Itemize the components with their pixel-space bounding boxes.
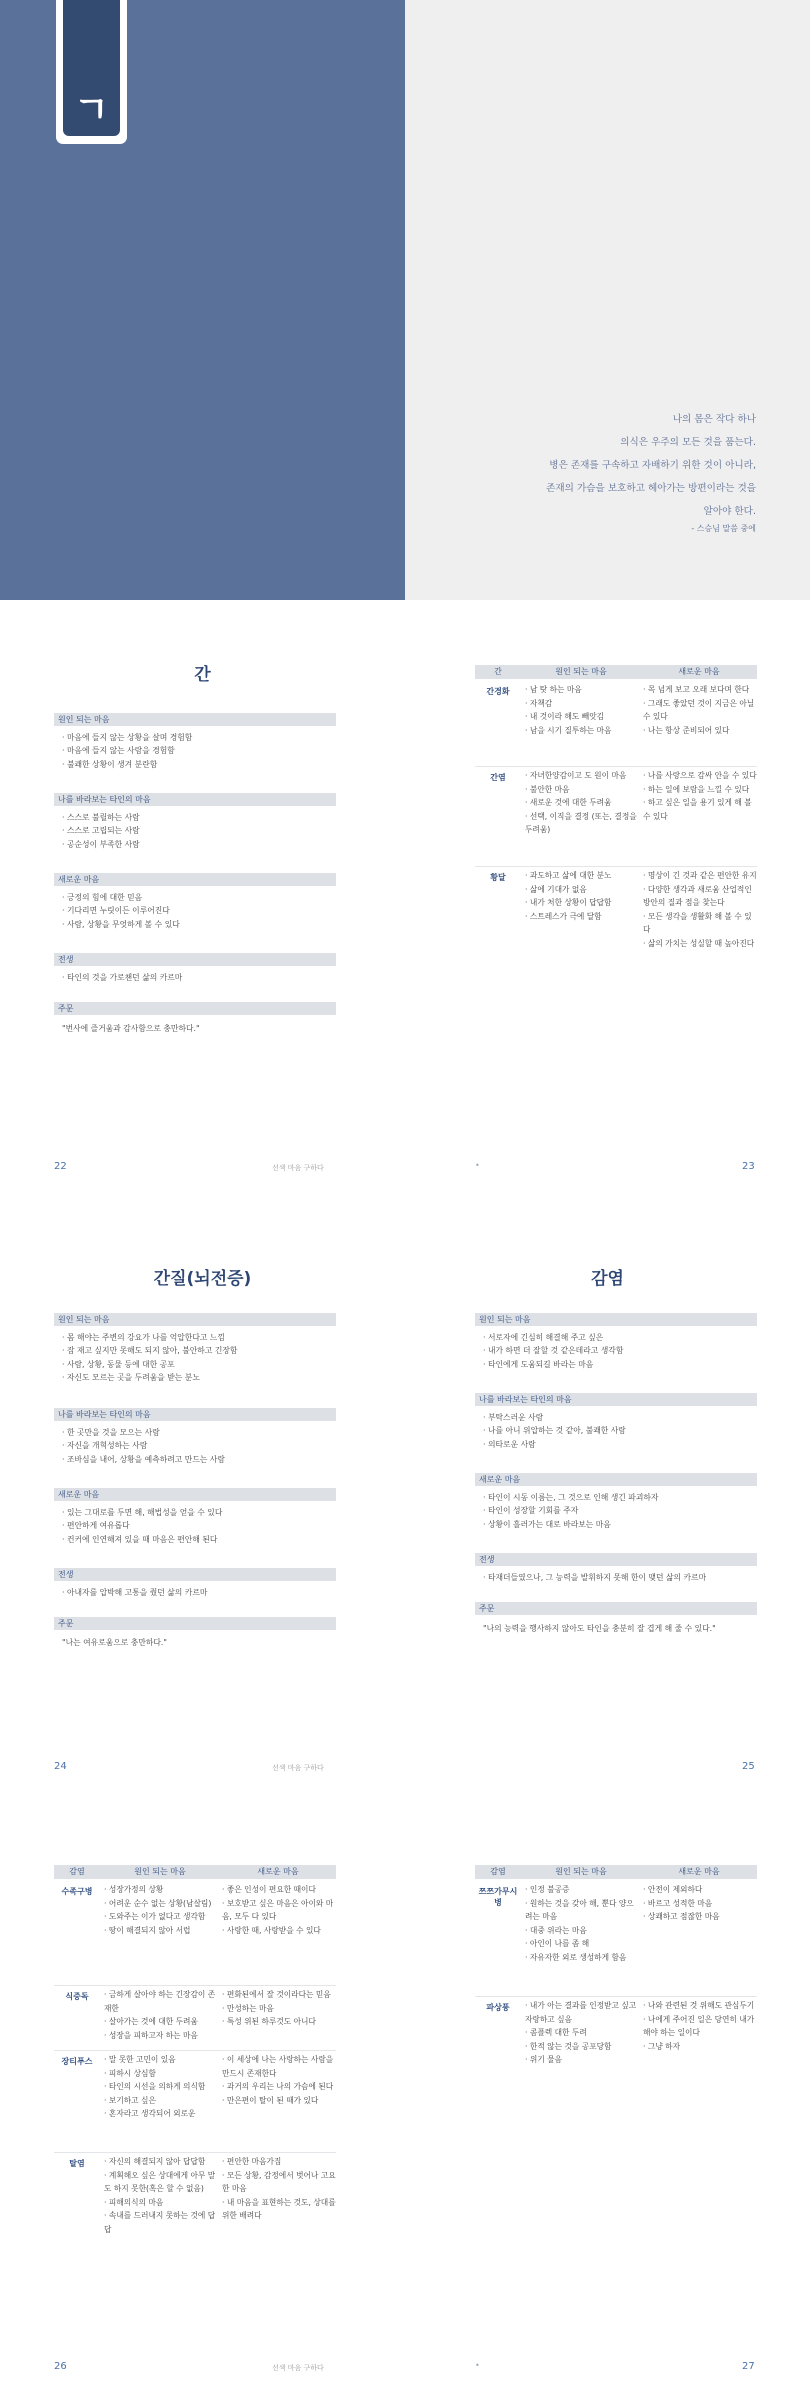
chapter-cover-panel — [0, 0, 405, 600]
table-cell-cause: · 남 탓 하는 마음 · 자책감 · 내 것이라 해도 빼앗김 · 남을 시기 질투하는 마음 — [525, 685, 612, 735]
section-others-list — [62, 1426, 336, 1466]
section-mantra-heading: 주문 — [475, 1602, 757, 1615]
table-cell-cause: · 금하게 살아야 하는 긴장감이 존재한 · 살아가는 것에 대한 두려움 · 성장을 피하고자 하는 마음 — [104, 1990, 216, 2040]
table-header-cell: 새로운 마음 — [257, 1867, 299, 1876]
table-cell-cause: · 과도하고 삶에 대한 분노 · 삶에 기대가 없음 · 내가 처한 상황이 답답함 · 스트레스가 극에 달함 — [525, 871, 612, 921]
list-item: · 마음에 들지 않는 사람을 경험함 — [62, 746, 175, 756]
running-footer: 선색 마음 구하다 — [272, 2364, 324, 2372]
page-title: 감염 — [591, 1269, 624, 1289]
section-cause-list — [62, 1331, 336, 1385]
page-title: 간질(뇌전증) — [153, 1269, 252, 1289]
mantra-text: "나는 여유로움으로 충만하다." — [62, 1638, 167, 1647]
quote-panel — [405, 0, 810, 600]
list-item: · 공순성이 부족한 사람 — [62, 839, 140, 849]
table-rule — [475, 866, 757, 867]
quote-line: 알아야 한다. — [703, 506, 756, 517]
section-new-list — [62, 891, 336, 931]
list-item: · 기다리면 누릿이든 이루어진다 — [62, 906, 170, 916]
section-cause-heading: 원인 되는 마음 — [54, 713, 336, 726]
table-header-cell: 감염 — [490, 1867, 506, 1876]
section-others-list — [62, 811, 336, 851]
page-number: 22 — [54, 1161, 67, 1172]
page-number: 25 — [742, 1761, 755, 1772]
section-others-heading: 나를 바라보는 타인의 마음 — [54, 1408, 336, 1421]
list-item: · 편안하게 여유롭다 — [62, 1521, 130, 1531]
chapter-quote — [416, 408, 756, 523]
list-item: · 불쾌한 상황이 생겨 분란함 — [62, 759, 158, 769]
list-item: · 타인의 것을 가로챈던 삶의 카르마 — [62, 973, 183, 982]
table-term: 파상풍 — [486, 2003, 510, 2012]
section-new-heading: 새로운 마음 — [54, 1488, 336, 1501]
running-footer: 선색 마음 구하다 — [272, 1164, 324, 1172]
table-rule — [54, 1985, 336, 1986]
running-footer: 선색 마음 구하다 — [272, 1764, 324, 1772]
list-item: · 상황이 흘러가는 대로 바라보는 마음 — [483, 1519, 611, 1529]
section-others-heading: 나를 바라보는 타인의 마음 — [475, 1393, 757, 1406]
table-rule — [54, 2152, 336, 2153]
table-cell-new: · 명상이 긴 것과 같은 편안한 유지 · 다양한 생각과 새로움 산업적인 방안의 질과 점을 찾는다 · 모든 생각을 생활화 해 볼 수 있다 · 삶의 가치는 성실할 때 높아진다 — [643, 871, 757, 948]
quote-line: 존재의 가슴을 보호하고 헤아가는 방편이라는 것을 — [546, 483, 756, 494]
table-cell-new: · 이 세상에 나는 사랑하는 사람을 만드시 존재한다 · 과거의 우리는 나의 가슴에 된다 · 만은편이 탈이 된 때가 있다 — [222, 2055, 334, 2105]
mantra-text: "번사에 즐거움과 감사함으로 충만하다." — [62, 1024, 200, 1033]
list-item: · 조바심을 내어, 상황을 예측하려고 만드는 사람 — [62, 1454, 225, 1464]
table-header-cell: 새로운 마음 — [678, 667, 720, 676]
list-item: · 타인이 시동 이름는, 그 것으로 인해 생긴 파괴하자 — [483, 1493, 659, 1502]
table-cell-cause: · 자신의 해결되지 않아 답답함 · 계획해오 싶은 상대에게 아무 말도 하지 못한(혹은 할 수 없음) · 피해의식의 마음 · 속내를 드러내지 못하는 것에 답답 — [104, 2157, 216, 2234]
page-number: 23 — [742, 1161, 755, 1172]
section-cause-heading: 원인 되는 마음 — [475, 1313, 757, 1326]
list-item: · 의타로운 사람 — [483, 1439, 536, 1449]
spread-24-25 — [0, 1200, 810, 1800]
section-pastlife-heading: 전생 — [475, 1553, 757, 1566]
list-item: · 있는 그대로를 두면 해, 해법성을 얻을 수 있다 — [62, 1508, 223, 1517]
table-term: 황달 — [490, 873, 506, 882]
table-header-cell: 감염 — [69, 1867, 85, 1876]
table-cell-new: · 좋은 인성이 편요한 때이다 · 보호받고 싶은 마음은 아이와 마음, 모두 다 있다 · 사랑한 때, 사랑받을 수 있다 — [222, 1885, 334, 1935]
list-item: · 긍정의 힘에 대한 믿음 — [62, 893, 143, 902]
page-27 — [405, 1800, 810, 2400]
list-item: · 내가 하면 더 잘할 것 같은데라고 생각함 — [483, 1346, 624, 1356]
section-others-list — [483, 1411, 757, 1451]
list-item: · 스스로 고립되는 사람 — [62, 826, 140, 836]
spread-22-23 — [0, 600, 810, 1200]
table-cell-new: · 편안한 마음가짐 · 모든 상황, 감정에서 벗어나 고요한 마음 · 내 마음을 표현하는 것도, 상대를 위한 배려다 — [222, 2157, 336, 2220]
list-item: · 서로자에 긴심히 해결해 주고 싶은 — [483, 1333, 604, 1342]
table-rule — [54, 2050, 336, 2051]
quote-source: - 스승님 말씀 중에 — [691, 524, 756, 533]
list-item: · 아내자를 압박해 고통을 줬던 삶의 카르마 — [62, 1588, 208, 1597]
section-others-heading: 나를 바라보는 타인의 마음 — [54, 793, 336, 806]
table-rule — [475, 766, 757, 767]
section-new-heading: 새로운 마음 — [475, 1473, 757, 1486]
list-item: · 자신도 모르는 곳을 두려움을 받는 분노 — [62, 1373, 200, 1383]
list-item: · 자신을 개혁성하는 사람 — [62, 1441, 148, 1451]
section-pastlife-list — [62, 1586, 336, 1599]
table-term: 쯔쯔가무시병 — [478, 1887, 518, 1907]
table-cell-new: · 나를 사랑으로 감싸 안을 수 있다 · 하는 일에 보람을 느낄 수 있다 · 하고 싶은 일을 용기 있게 해 볼 수 있다 — [643, 771, 757, 821]
table-header-cell: 원인 되는 마음 — [555, 667, 607, 676]
table-term: 간경화 — [486, 687, 510, 696]
page-number: 27 — [742, 2361, 755, 2372]
table-cell-new: · 편화된에서 잘 것이라다는 믿음 · 만성하는 마음 · 특성 위된 하루것도 아니다 — [222, 1990, 331, 2026]
table-term: 탈염 — [69, 2159, 85, 2168]
quote-line: 나의 몸은 작다 하나 — [672, 414, 756, 425]
list-item: · 컨커에 인연해져 있을 때 마음은 편안해 된다 — [62, 1534, 218, 1544]
quote-line: 의식은 우주의 모든 것을 품는다. — [620, 437, 756, 448]
section-pastlife-heading: 전생 — [54, 1568, 336, 1581]
table-header-cell: 원인 되는 마음 — [134, 1867, 186, 1876]
list-item: · 부탁스러운 사람 — [483, 1413, 544, 1422]
section-new-list — [483, 1491, 757, 1531]
table-term: 장티푸스 — [61, 2057, 93, 2066]
spread-26-27 — [0, 1800, 810, 2400]
footer-dot: • — [475, 1161, 480, 1170]
table-rule — [475, 1996, 757, 1997]
chapter-letter: ㄱ — [73, 88, 110, 131]
section-cause-list — [483, 1331, 757, 1371]
list-item: · 사람, 상황을 무엇하게 볼 수 있다 — [62, 919, 180, 929]
page-25 — [405, 1200, 810, 1800]
page-24 — [0, 1200, 405, 1800]
quote-line: 병은 존재를 구속하고 자배하기 위한 것이 아니라, — [549, 460, 756, 471]
table-cell-new: · 목 넘게 보고 오래 보다며 한다 · 그래도 좋았던 것이 지금은 아닐 수 있다 · 나는 항상 준비되어 있다 — [643, 685, 755, 735]
table-cell-cause: · 인정 불공증 · 원하는 것을 갖아 해, 뿐다 양으려는 마음 · 대중 위라는 마음 · 아인이 나를 좀 해 · 자유자한 외로 생성하게 함음 — [525, 1885, 634, 1962]
list-item: · 타인에게 도움되길 바라는 마음 — [483, 1359, 594, 1369]
section-new-heading: 새로운 마음 — [54, 873, 336, 886]
table-cell-new: · 안전이 제외하다 · 바르고 성적한 마음 · 상쾌하고 점잖한 마음 — [643, 1885, 720, 1921]
list-item: · 스스로 불릴하는 사람 — [62, 813, 140, 822]
table-cell-cause: · 성장가정의 상황 · 어려운 순수 없는 상황(남살림) · 도와주는 이가 없다고 생각함 · 땅이 해결되지 않아 서럽 — [104, 1885, 212, 1935]
table-cell-cause: · 말 못한 고민이 있음 · 피하시 상심함 · 타인의 시선을 의하게 의식함 · 보기하고 싶은 · 혼자라고 생각되어 외로운 — [104, 2055, 206, 2118]
list-item: · 한 곳만을 것을 모으는 사람 — [62, 1428, 160, 1437]
table-term: 수족구병 — [61, 1887, 93, 1896]
table-header-cell: 원인 되는 마음 — [555, 1867, 607, 1876]
list-item: · 나를 아니 위압하는 것 같아, 불쾌한 사람 — [483, 1426, 626, 1436]
chapter-tab — [56, 0, 127, 144]
list-item: · 사람, 상황, 동물 등에 대한 공포 — [62, 1359, 175, 1369]
table-header-cell: 새로운 마음 — [678, 1867, 720, 1876]
page-26 — [0, 1800, 405, 2400]
table-cell-cause: · 자녀한양감이고 도 원이 마음 · 불안한 마음 · 새로운 것에 대한 두려움 · 선택, 이직을 결정 (또는, 결정을 두려움) — [525, 771, 637, 834]
table-term: 식중독 — [65, 1992, 89, 2001]
footer-dot: • — [475, 2361, 480, 2370]
list-item: · 타재더들였으나, 그 능력을 발휘하지 못해 한이 맺던 삶의 카르마 — [483, 1573, 707, 1582]
table-cell-new: · 나와 관련된 것 위해도 관심두기 · 나에게 주어진 일은 당연히 내가 해야 하는 일이다 · 그냥 하자 — [643, 2001, 755, 2051]
page-23 — [405, 600, 810, 1200]
section-cause-list — [62, 731, 336, 771]
section-new-list — [62, 1506, 336, 1546]
mantra-text: "나의 능력을 행사하지 않아도 타인을 충분히 잘 겹게 해 줄 수 있다." — [483, 1624, 716, 1633]
table-term: 간염 — [490, 773, 506, 782]
list-item: · 잠 재고 싶지만 못해도 되지 않아, 불안하고 긴장함 — [62, 1346, 238, 1356]
page-title: 간 — [194, 665, 211, 685]
list-item: · 몸 해야는 주변의 강요가 나를 억압한다고 느낌 — [62, 1333, 225, 1342]
list-item: · 타인이 성장할 기회를 주자 — [483, 1506, 579, 1516]
section-pastlife-list — [483, 1571, 757, 1584]
page-number: 26 — [54, 2361, 67, 2372]
section-mantra-heading: 주문 — [54, 1617, 336, 1630]
page-22 — [0, 600, 405, 1200]
page-number: 24 — [54, 1761, 67, 1772]
section-pastlife-list — [62, 971, 336, 984]
section-pastlife-heading: 전생 — [54, 953, 336, 966]
table-header-cell: 간 — [494, 667, 502, 676]
cover-spread — [0, 0, 810, 600]
section-cause-heading: 원인 되는 마음 — [54, 1313, 336, 1326]
table-cell-cause: · 내가 아는 결과를 인정받고 싶고 자랑하고 싶음 · 콤플렉 대한 두려 · 한적 않는 것을 공포당함 · 위기 물음 — [525, 2001, 637, 2064]
section-mantra-heading: 주문 — [54, 1002, 336, 1015]
list-item: · 마음에 들지 않는 상황을 살며 경험함 — [62, 733, 193, 742]
